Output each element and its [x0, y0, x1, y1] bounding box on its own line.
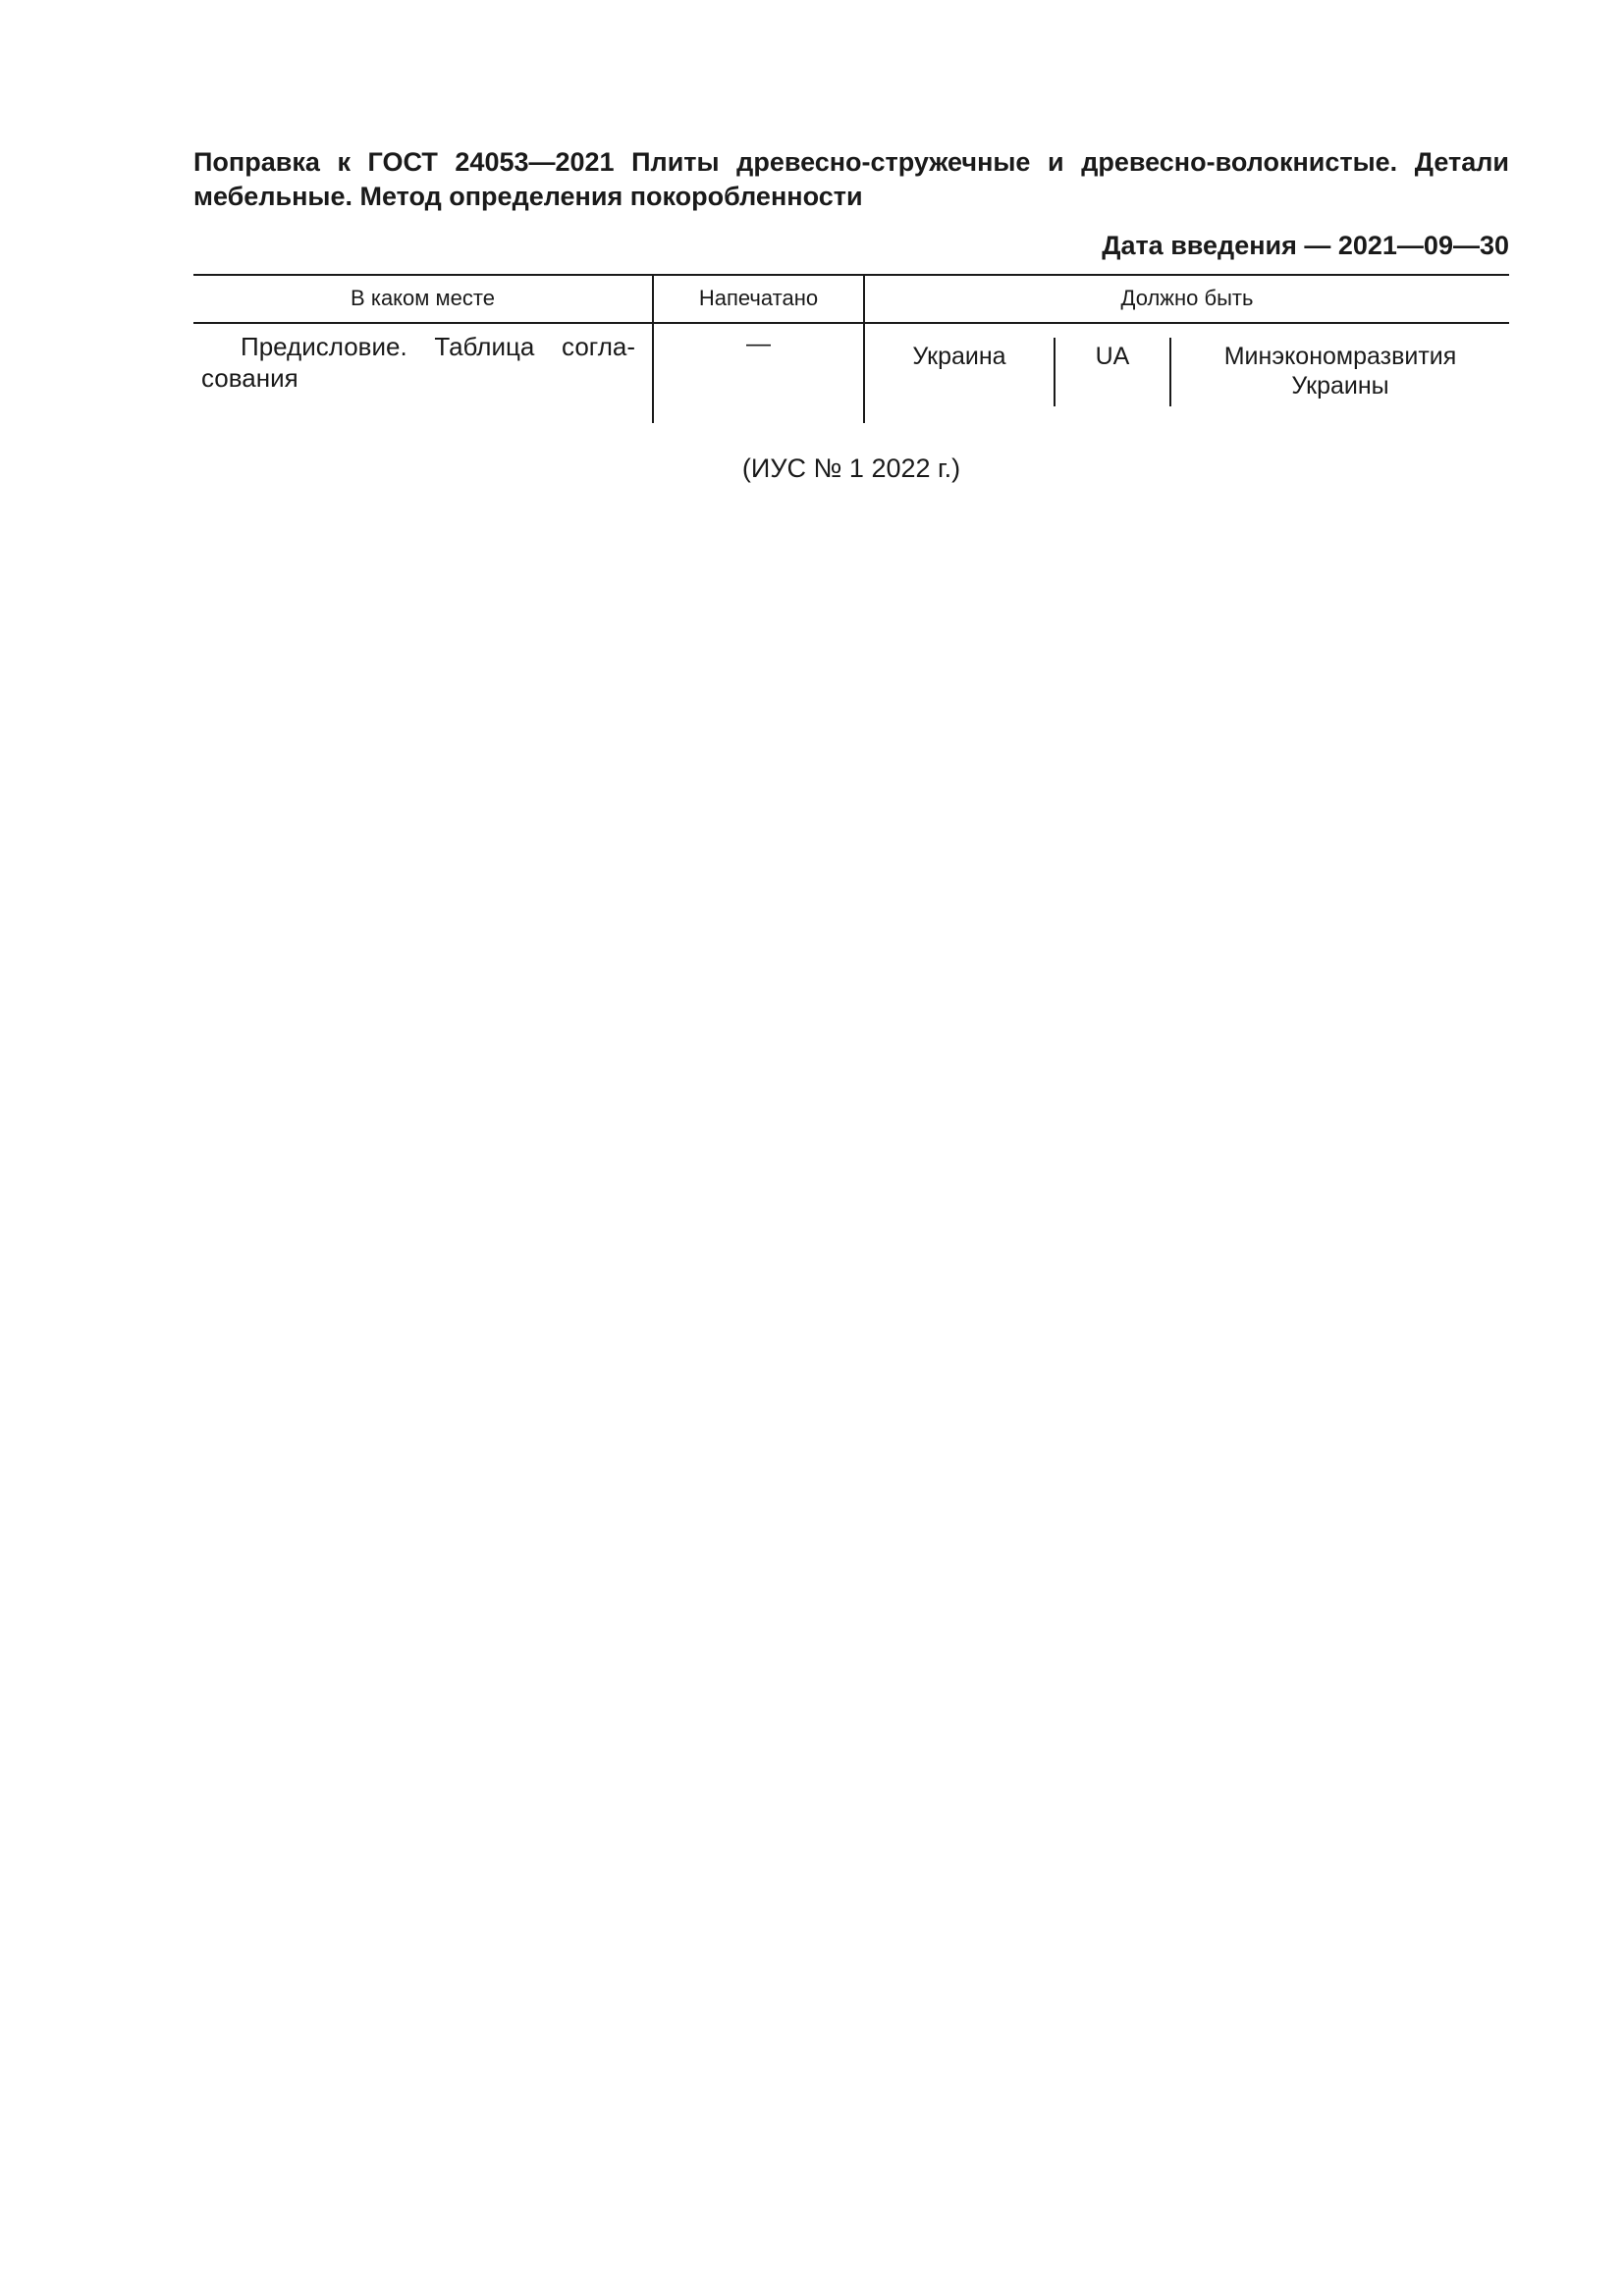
authority-line-2: Украины	[1291, 372, 1389, 400]
header-should-be: Должно быть	[1120, 286, 1254, 310]
authority-line-1: Минэкономразвития	[1223, 343, 1457, 370]
cell-place: Предисловие. Таблица согласования	[201, 332, 635, 393]
cell-country: Украина	[912, 343, 1006, 370]
header-place: В каком месте	[351, 286, 495, 310]
source-wrapper	[193, 0, 1509, 589]
introduction-date: Дата введения — 2021—09—30	[1102, 231, 1509, 260]
header-printed: Напечатано	[698, 286, 819, 310]
cell-printed: —	[746, 330, 771, 357]
document-title: Поправка к ГОСТ 24053—2021 Плиты древесно-стружечные и древесно-волокнистые. Детали мебельные. Метод определения покоробленности	[193, 147, 1509, 211]
source-reference: (ИУС № 1 2022 г.)	[741, 454, 961, 483]
cell-country-code: UA	[1095, 343, 1130, 370]
